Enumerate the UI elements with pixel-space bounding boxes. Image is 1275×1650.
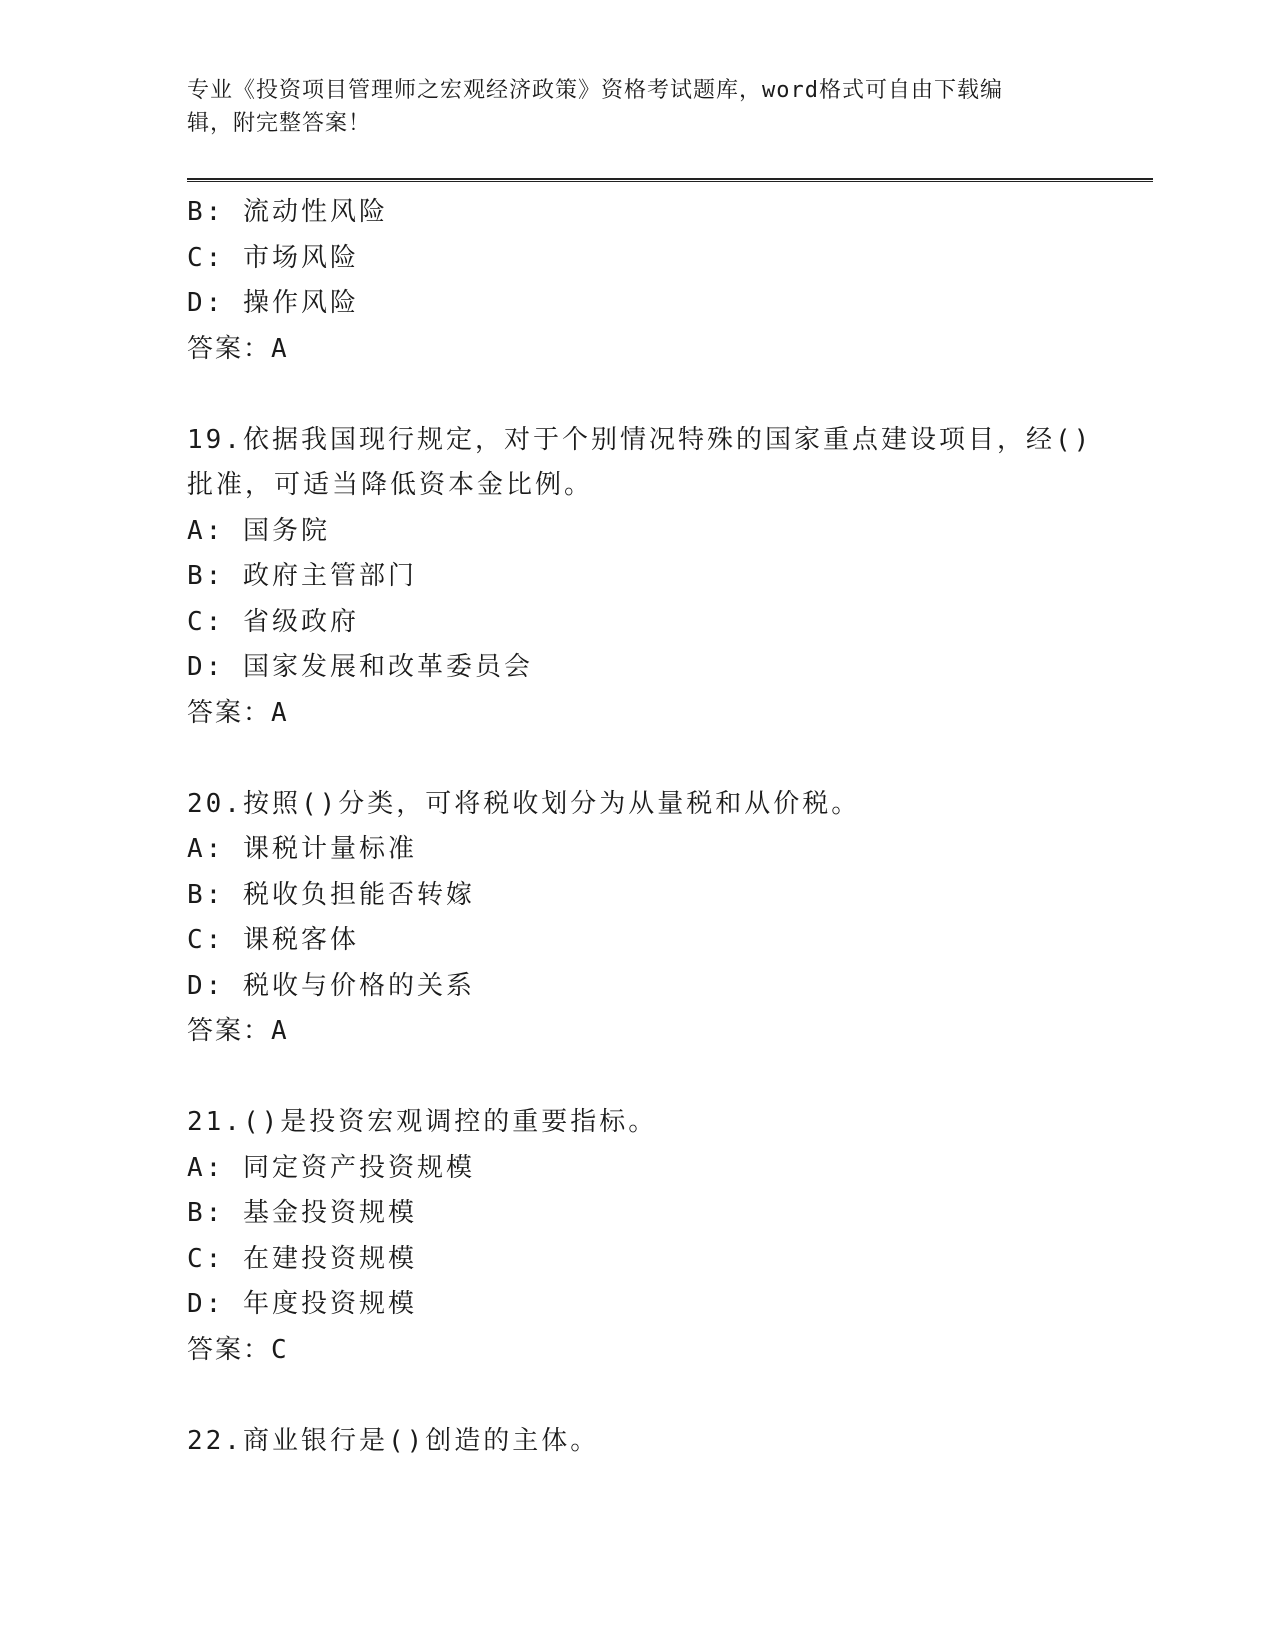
question-20 xyxy=(187,782,1087,1055)
question-21 xyxy=(187,1100,1087,1373)
option-c: C: 课税客体 xyxy=(187,925,359,955)
question-stem: 21.()是投资宏观调控的重要指标。 xyxy=(187,1107,658,1137)
answer-key: A xyxy=(271,333,289,364)
answer-label: 答案： xyxy=(187,1334,272,1365)
answer-line xyxy=(187,1009,1087,1055)
question-list xyxy=(187,190,1093,1464)
answer-label: 答案： xyxy=(187,1016,272,1046)
option-d: D: 操作风险 xyxy=(187,288,359,318)
answer-key: A xyxy=(271,1016,289,1046)
option-c: C: 在建投资规模 xyxy=(187,1243,417,1274)
spacer xyxy=(187,1373,1087,1419)
option-b: B: 税收负担能否转嫁 xyxy=(187,879,475,910)
answer-label: 答案： xyxy=(187,697,272,728)
header-divider xyxy=(187,178,1153,182)
answer-line xyxy=(187,327,1087,373)
question-stem: 20.按照()分类，可将税收划分为从量税和从价税。 xyxy=(187,788,861,819)
option-a: A: 课税计量标准 xyxy=(187,834,417,864)
option-d: D: 税收与价格的关系 xyxy=(187,970,475,1001)
answer-line xyxy=(187,1328,1087,1374)
option-d: D: 年度投资规模 xyxy=(187,1289,417,1319)
spacer xyxy=(187,736,1087,782)
option-b: B: 政府主管部门 xyxy=(187,561,417,591)
spacer xyxy=(187,1055,1087,1101)
option-a: A: 国务院 xyxy=(187,515,330,546)
question-18-tail xyxy=(187,190,1087,372)
document-header xyxy=(187,74,1077,140)
option-b: B: 流动性风险 xyxy=(187,197,388,227)
option-c: C: 省级政府 xyxy=(187,606,359,637)
question-stem: 22.商业银行是()创造的主体。 xyxy=(187,1425,600,1456)
option-b: B: 基金投资规模 xyxy=(187,1198,417,1228)
question-stem: 19.依据我国现行规定，对于个别情况特殊的国家重点建设项目，经() xyxy=(187,424,1093,455)
spacer xyxy=(187,372,1087,418)
option-a: A: 同定资产投资规模 xyxy=(187,1152,475,1183)
answer-key: C xyxy=(271,1334,289,1365)
header-line-2: 辑，附完整答案！ xyxy=(187,111,372,136)
answer-line xyxy=(187,691,1087,737)
option-c: C: 市场风险 xyxy=(187,242,359,273)
question-22 xyxy=(187,1419,1087,1465)
question-19 xyxy=(187,418,1093,737)
answer-key: A xyxy=(271,697,289,728)
question-stem-continued: 批准，可适当降低资本金比例。 xyxy=(187,470,594,500)
header-line-1: 专业《投资项目管理师之宏观经济政策》资格考试题库，word格式可自由下载编 xyxy=(187,78,1003,103)
answer-label: 答案： xyxy=(187,333,272,364)
option-d: D: 国家发展和改革委员会 xyxy=(187,652,533,682)
